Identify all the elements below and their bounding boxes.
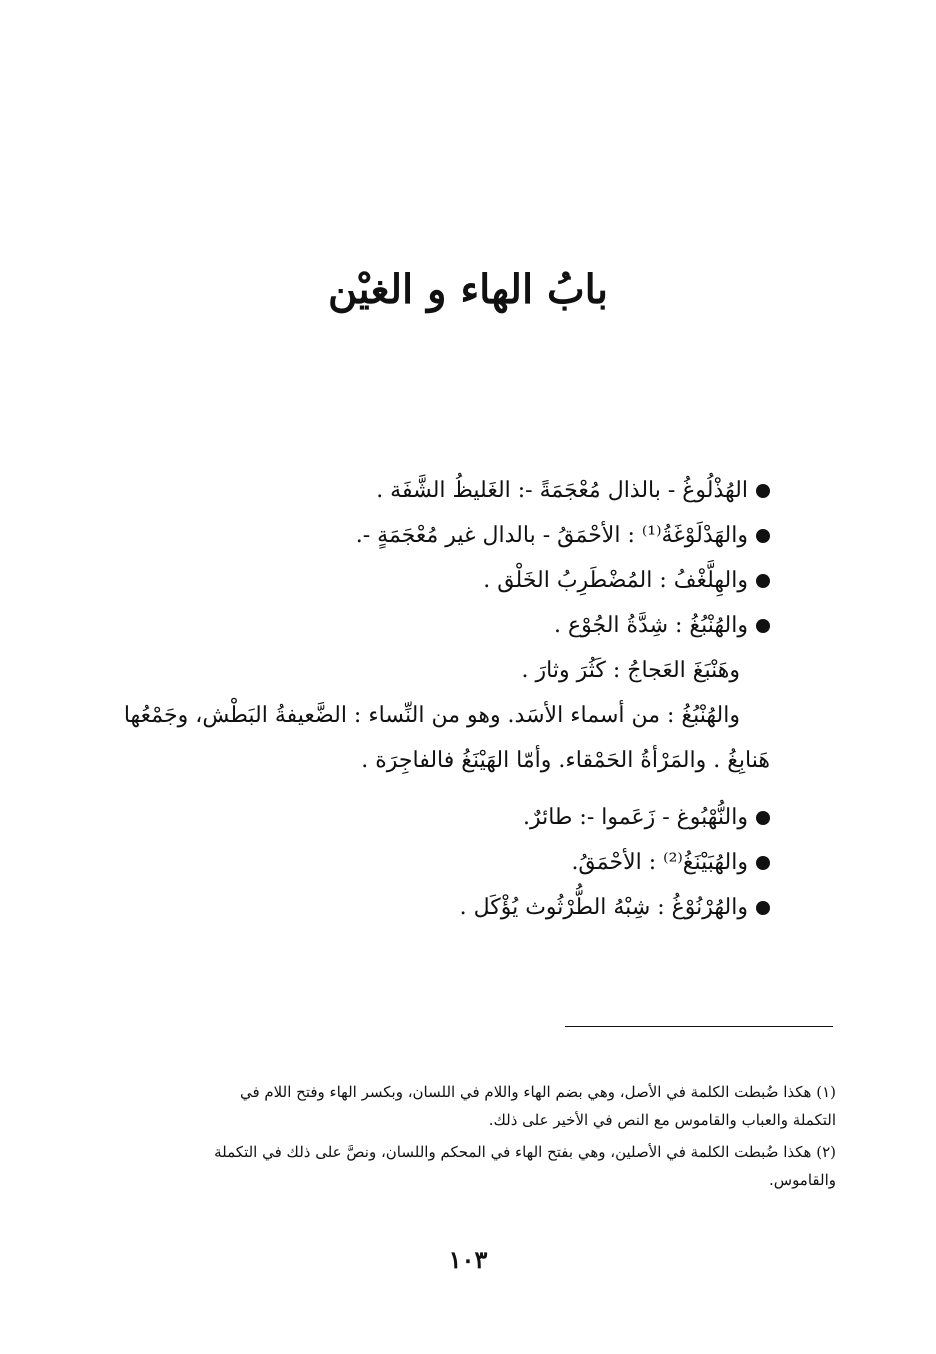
entry-text: والهُرْنُوْغُ : شِبْهُ الطُّرْثُوث يُؤْكَل . [459, 895, 748, 920]
paragraph-line: والهُنْبُغُ : من أسماء الأسَد. وهو من النِّساء : الضَّعيفةُ البَطْش، وجَمْعُها [123, 703, 740, 728]
page-number: ١٠٣ [448, 1245, 488, 1274]
footnote-separator [565, 1026, 833, 1027]
entry-text: الهُذْلُوغُ - بالذال مُعْجَمَةً -: الغَليظُ الشَّفَة . [376, 478, 748, 503]
bullet-icon [756, 901, 770, 915]
entry-item [30, 795, 770, 840]
bullet-icon [756, 811, 770, 825]
footnote-line: والقاموس. [768, 1171, 836, 1189]
entry-item [30, 558, 770, 603]
entry-item [30, 840, 770, 885]
entry-text: والهُبَيْنَغُ⁽²⁾ : الأحْمَقُ. [571, 850, 748, 875]
entry-text: والنُّهْبُوغ - زَعَموا -: طائرٌ. [522, 805, 748, 830]
bullet-icon [756, 574, 770, 588]
paragraph-line: هَنابِغُ . والمَرْأةُ الحَمْقاء. وأمّا الهَيْنَغُ فالفاجِرَة . [361, 748, 770, 773]
entry-item [30, 513, 770, 558]
paragraph-line: وهَنْبَغَ العَجاجُ : كَثُرَ وثارَ . [521, 658, 740, 683]
entry-item [30, 603, 770, 648]
footnote [106, 1138, 836, 1194]
footnote-line: (٢) هكذا ضُبطت الكلمة في الأصلين، وهي بفتح الهاء في المحكم واللسان، ونصَّ على ذلك في التكملة [214, 1143, 836, 1161]
dictionary-entries [30, 468, 770, 930]
bullet-icon [756, 484, 770, 498]
footnote-line: (١) هكذا ضُبطت الكلمة في الأصل، وهي بضم الهاء واللام في اللسان، وبكسر الهاء وفتح اللام في [239, 1083, 836, 1101]
bullet-icon [756, 619, 770, 633]
footnote-line: التكملة والعباب والقاموس مع النص في الأخير على ذلك. [488, 1111, 836, 1129]
entry-item [30, 468, 770, 513]
bullet-icon [756, 529, 770, 543]
footnote [106, 1078, 836, 1134]
bullet-icon [756, 856, 770, 870]
entry-item [30, 885, 770, 930]
footnotes [106, 1078, 836, 1198]
chapter-title: بابُ الهاء و الغيْن [328, 266, 608, 313]
entry-text: والهِلَّغْفُ : المُضْطَرِبُ الخَلْق . [483, 568, 748, 593]
entry-text: والهُنْبُغُ : شِدَّةُ الجُوْع . [554, 613, 748, 638]
entry-text: والهَدْلَوْغَةُ⁽¹⁾ : الأحْمَقُ - بالدال غير مُعْجَمَةٍ -. [355, 523, 748, 548]
